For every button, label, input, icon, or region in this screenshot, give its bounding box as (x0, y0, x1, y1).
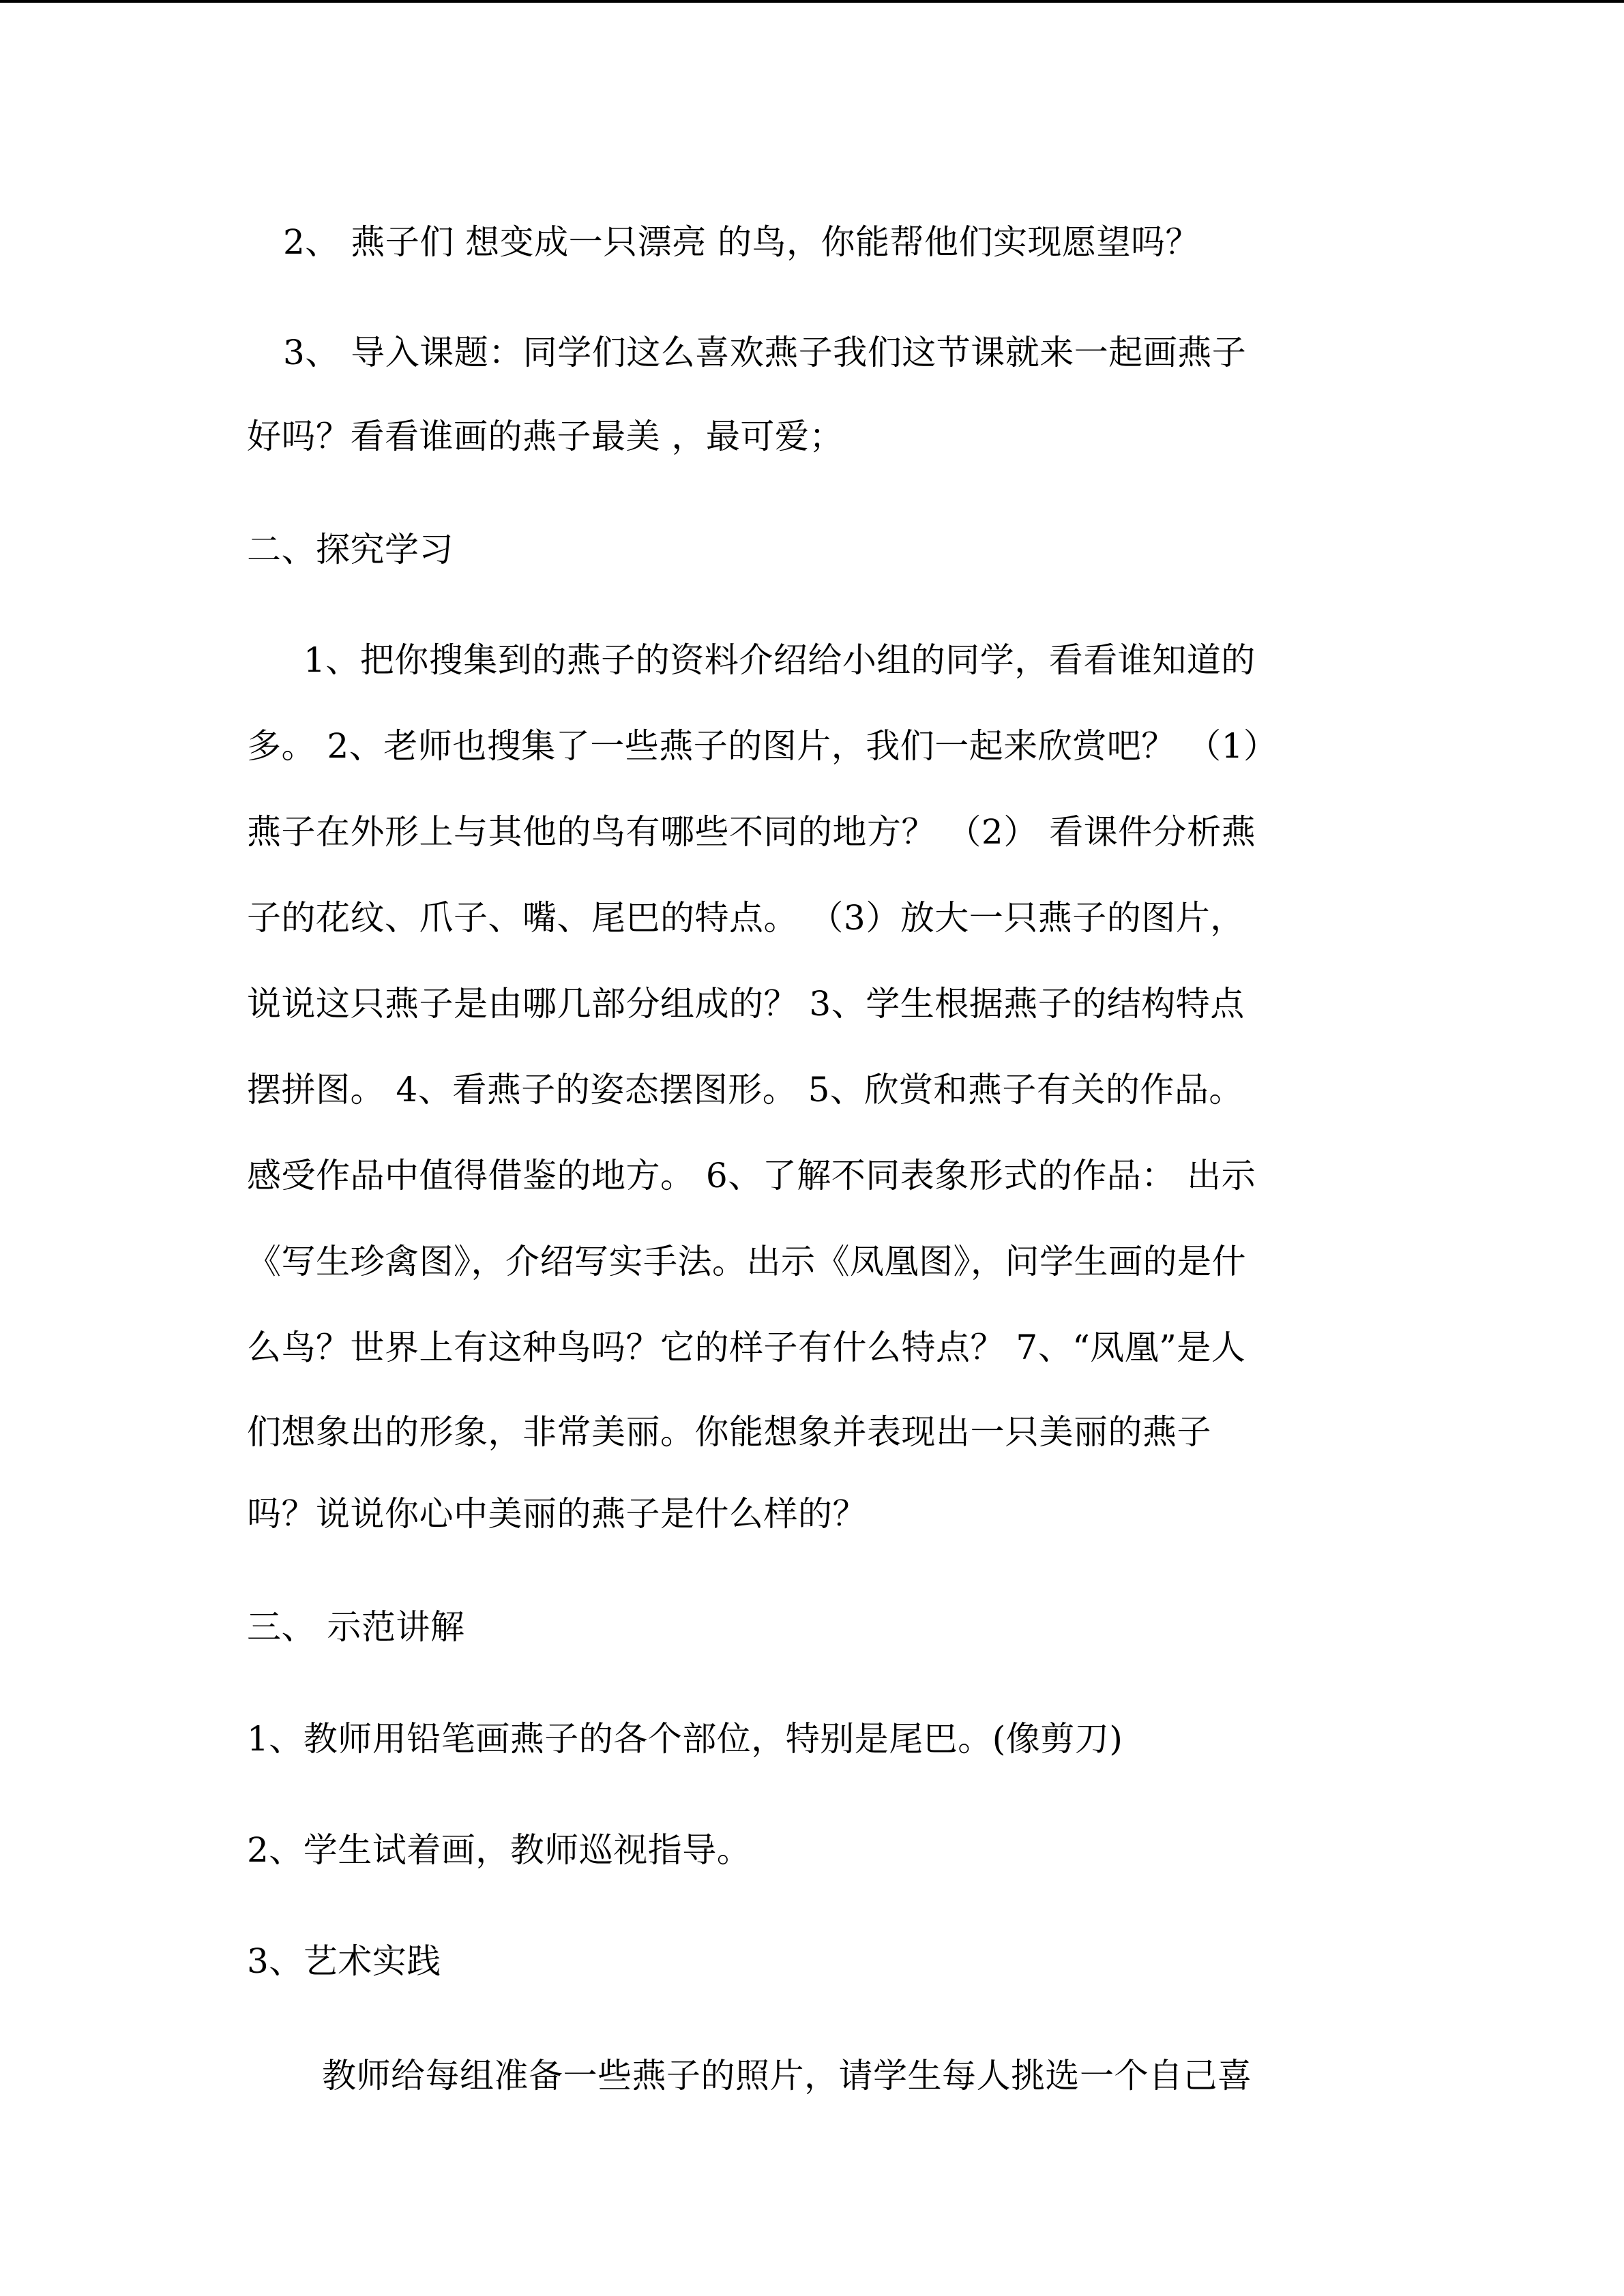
text-line: 吗？说说你心中美丽的燕子是什么样的？ (247, 1494, 867, 1534)
text-line: 2、学生试着画，教师巡视指导。 (247, 1830, 752, 1870)
text-line: 1、教师用铅笔画燕子的各个部位，特别是尾巴。(像剪刀) (247, 1719, 1123, 1759)
text-line: 2、 燕子们 想变成一只漂亮 的鸟，你能帮他们实现愿望吗？ (283, 222, 1200, 262)
text-line: 教师给每组准备一些燕子的照片，请学生每人挑选一个自己喜 (322, 2056, 1252, 2096)
text-line: 《写生珍禽图》，介绍写实手法。出示《凤凰图》，问学生画的是什 (247, 1242, 1246, 1281)
text-line: 说说这只燕子是由哪几部分组成的？ 3、学生根据燕子的结构特点 (247, 984, 1245, 1024)
text-line: 1、把你搜集到的燕子的资料介绍给小组的同学，看看谁知道的 (304, 640, 1256, 680)
text-line: 3、艺术实践 (247, 1941, 441, 1981)
section-heading: 三、 示范讲解 (247, 1607, 465, 1647)
text-line: 3、 导入课题：同学们这么喜欢燕子我们这节课就来一起画燕子 (283, 333, 1247, 372)
text-line: 燕子在外形上与其他的鸟有哪些不同的地方？ （2） 看课件分析燕 (247, 812, 1256, 852)
text-line: 感受作品中值得借鉴的地方。 6、了解不同表象形式的作品： 出示 (247, 1156, 1256, 1195)
text-line: 好吗？看看谁画的燕子最美 ，最可爱； (247, 417, 844, 456)
text-line: 么鸟？世界上有这种鸟吗？它的样子有什么特点？ 7、“凤凰”是人 (247, 1328, 1246, 1367)
text-line: 摆拼图。 4、看燕子的姿态摆图形。 5、欣赏和燕子有关的作品。 (247, 1070, 1243, 1109)
text-line: 子的花纹、爪子、嘴、尾巴的特点。 （3）放大一只燕子的图片， (247, 898, 1245, 938)
text-line: 们想象出的形象，非常美丽。你能想象并表现出一只美丽的燕子 (247, 1412, 1211, 1452)
text-line: 多。 2、老师也搜集了一些燕子的图片，我们一起来欣赏吧？ （1） (247, 726, 1278, 766)
section-heading: 二、探究学习 (247, 530, 454, 569)
